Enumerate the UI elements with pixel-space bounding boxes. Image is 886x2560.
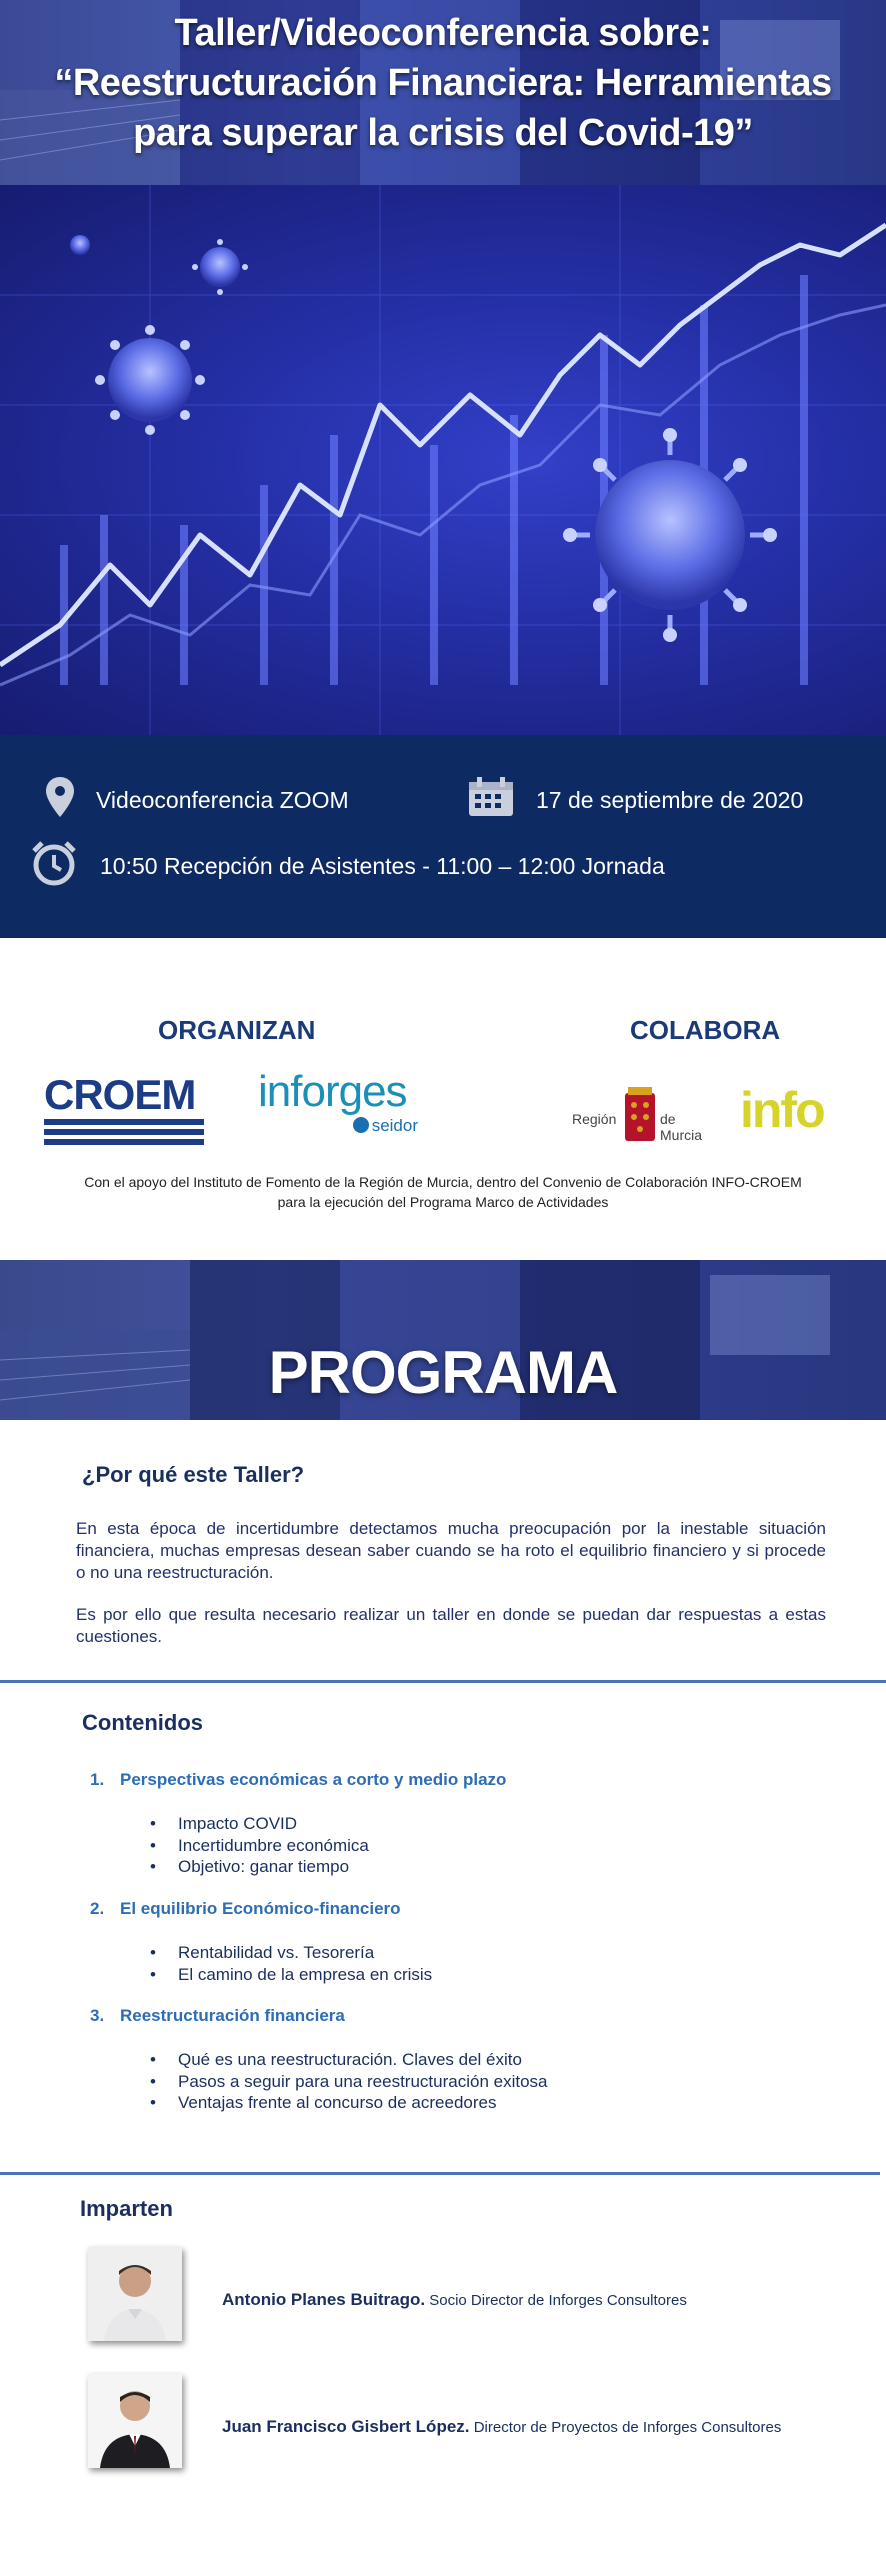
content-item-3-title: 3. Reestructuración financiera bbox=[90, 2006, 345, 2025]
why-paragraph-1: En esta época de incertidumbre detectamos mucha preocupación por la inestable situación financiera, muchas empresas desean saber cuando se ha roto el equilibrio financiero y si procede o no una reestructuración. bbox=[76, 1519, 826, 1582]
title-line-3: para superar la crisis del Covid-19” bbox=[133, 112, 753, 154]
support-note: Con el apoyo del Instituto de Fomento de la Región de Murcia, dentro del Convenio de Colaboración INFO-CROEM para la ejecución del Programa Marco de Actividades bbox=[84, 1174, 802, 1210]
virus-tiny-icon bbox=[70, 235, 90, 255]
list-item: • Rentabilidad vs. Tesorería bbox=[150, 1942, 432, 1964]
speaker-2-avatar bbox=[88, 2374, 182, 2468]
date-row bbox=[468, 777, 803, 823]
speakers-heading: Imparten bbox=[80, 2196, 173, 2221]
list-item: • Qué es una reestructuración. Claves del éxito bbox=[150, 2049, 547, 2071]
content-item-2-bullets bbox=[150, 1942, 432, 1985]
calendar-icon bbox=[468, 777, 514, 823]
speaker-1 bbox=[222, 2290, 687, 2310]
croem-logo: CROEM bbox=[44, 1074, 212, 1144]
hero-illustration bbox=[0, 185, 886, 735]
list-item: • Ventajas frente al concurso de acreedores bbox=[150, 2092, 547, 2114]
virus-small-icon bbox=[192, 239, 248, 295]
speaker-2 bbox=[222, 2417, 781, 2437]
location-row bbox=[46, 777, 349, 823]
divider bbox=[0, 2172, 880, 2175]
header-banner bbox=[0, 0, 886, 185]
info-logo: info bbox=[740, 1082, 824, 1138]
title-line-1: Taller/Videoconferencia sobre: bbox=[174, 12, 712, 54]
content-item-2-title: 2. El equilibrio Económico-financiero bbox=[90, 1899, 401, 1918]
speaker-2-role: Director de Proyectos de Inforges Consultores bbox=[473, 2419, 782, 2436]
inforges-logo: inforges seidor bbox=[258, 1067, 418, 1135]
date-text: 17 de septiembre de 2020 bbox=[536, 786, 804, 813]
map-pin-icon bbox=[46, 777, 74, 823]
speaker-1-avatar bbox=[88, 2247, 182, 2341]
list-item: • Incertidumbre económica bbox=[150, 1835, 369, 1857]
list-item: • Pasos a seguir para una reestructuración exitosa bbox=[150, 2071, 547, 2093]
speaker-2-name: Juan Francisco Gisbert López. bbox=[222, 2417, 470, 2436]
region-de-murcia-logo: Región de Murcia bbox=[570, 1085, 720, 1155]
list-item: • El camino de la empresa en crisis bbox=[150, 1964, 432, 1986]
contents-heading: Contenidos bbox=[82, 1710, 203, 1735]
event-info-band bbox=[0, 735, 886, 938]
content-item-1-bullets bbox=[150, 1813, 369, 1878]
header-title bbox=[0, 8, 886, 158]
divider bbox=[0, 1680, 886, 1683]
title-line-2: “Reestructuración Financiera: Herramientas bbox=[54, 62, 832, 104]
virus-medium-icon bbox=[95, 325, 205, 435]
why-heading: ¿Por qué este Taller? bbox=[82, 1462, 305, 1487]
content-item-3-bullets bbox=[150, 2049, 547, 2114]
schedule-text: 10:50 Recepción de Asistentes - 11:00 – 12:00 Jornada bbox=[100, 852, 665, 879]
schedule-row bbox=[30, 839, 665, 893]
alarm-clock-icon bbox=[30, 839, 78, 893]
virus-large-icon bbox=[563, 428, 777, 642]
why-paragraph-2: Es por ello que resulta necesario realizar un taller en donde se puedan dar respuestas a estas cuestiones. bbox=[76, 1605, 826, 1646]
organizan-heading: ORGANIZAN bbox=[158, 1015, 316, 1045]
programa-title: PROGRAMA bbox=[268, 1339, 618, 1406]
colabora-heading: COLABORA bbox=[630, 1015, 781, 1045]
list-item: • Impacto COVID bbox=[150, 1813, 369, 1835]
speaker-1-name: Antonio Planes Buitrago. bbox=[222, 2290, 426, 2309]
list-item: • Objetivo: ganar tiempo bbox=[150, 1856, 369, 1878]
stock-chart-virus-illustration bbox=[0, 185, 886, 735]
location-text: Videoconferencia ZOOM bbox=[96, 786, 349, 813]
speaker-1-role: Socio Director de Inforges Consultores bbox=[429, 2292, 687, 2309]
content-item-1-title: 1. Perspectivas económicas a corto y medio plazo bbox=[90, 1770, 507, 1789]
